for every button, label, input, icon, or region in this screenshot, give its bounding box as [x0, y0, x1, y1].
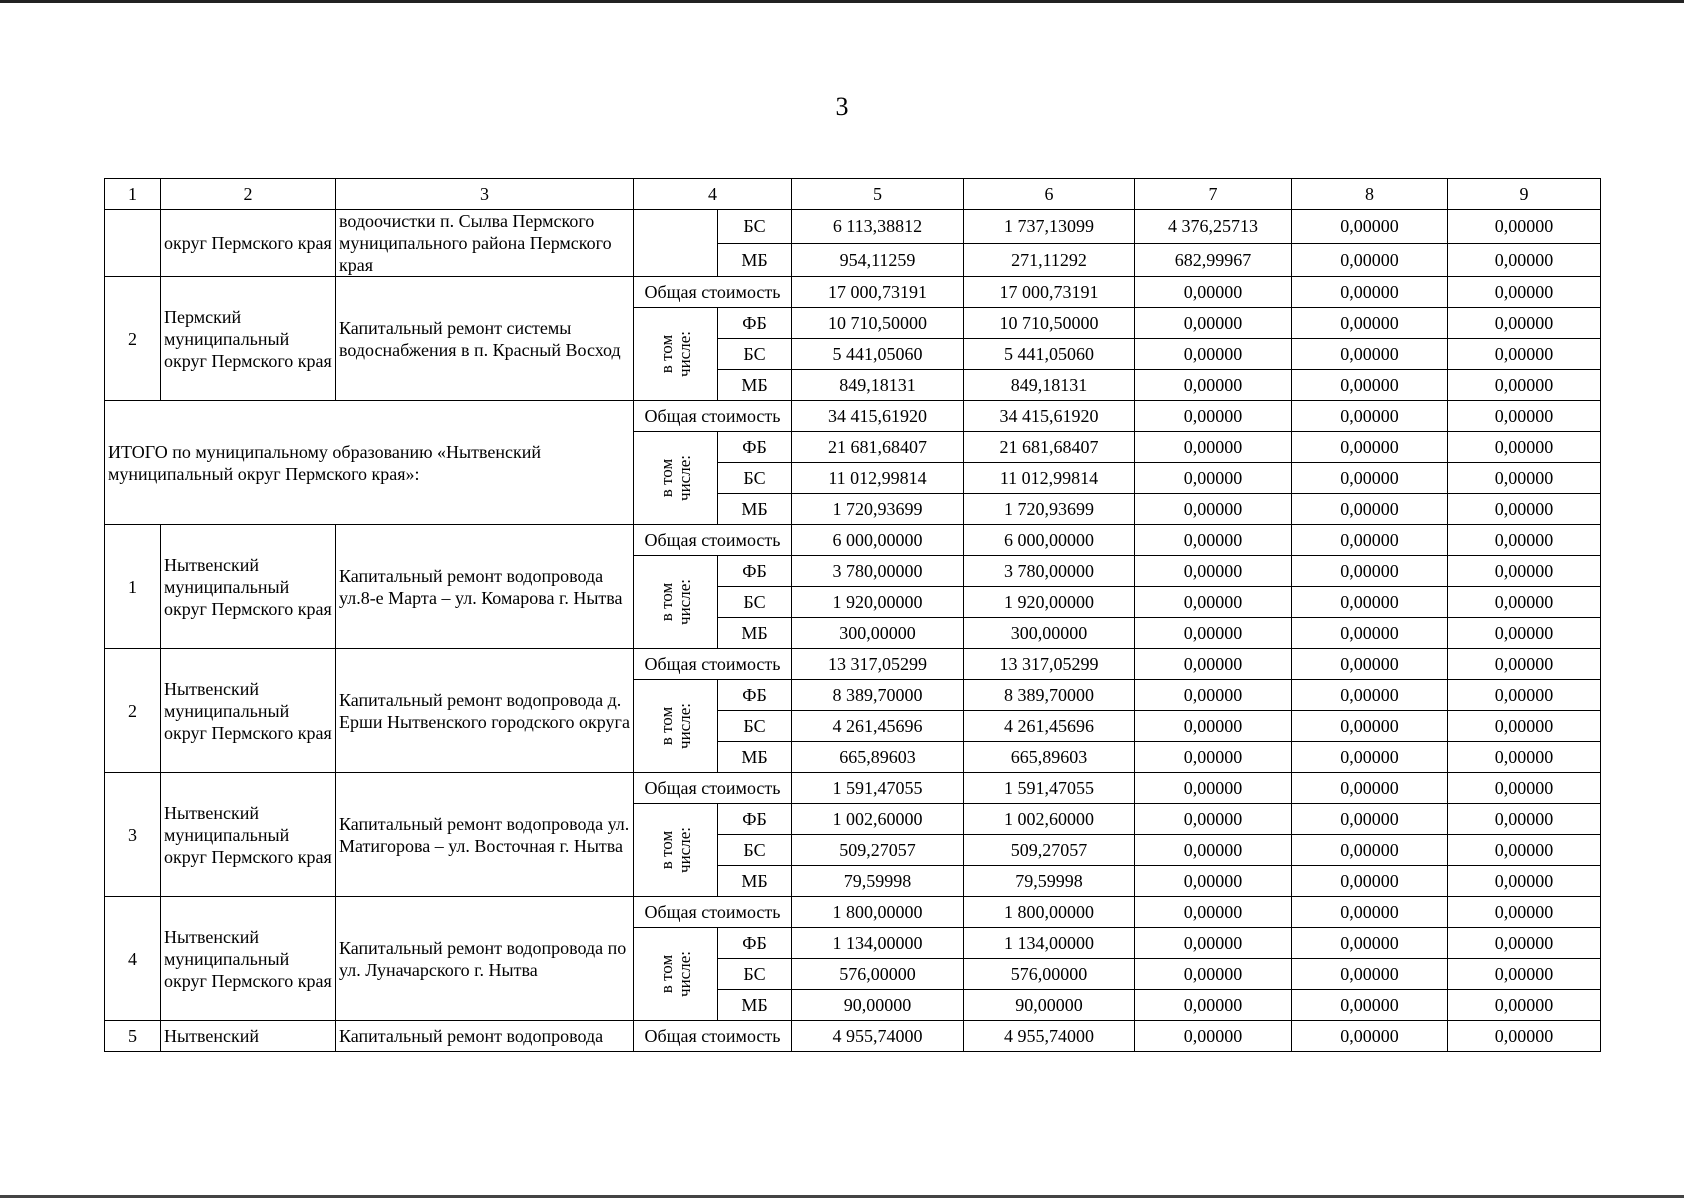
header-col-2: 2	[161, 179, 336, 210]
value-cell: 1 720,93699	[792, 494, 964, 525]
value-cell: 0,00000	[1448, 835, 1601, 866]
municipality-cell: Нытвенский муниципальный округ Пермского края	[161, 773, 336, 897]
funding-table	[104, 178, 1601, 1052]
budget-source-label: БС	[718, 339, 792, 370]
value-cell: 0,00000	[1292, 835, 1448, 866]
including-label-line2: числе:	[674, 702, 694, 749]
total-cost-label: Общая стоимость	[634, 277, 792, 308]
header-col-5: 5	[792, 179, 964, 210]
value-cell: 8 389,70000	[964, 680, 1135, 711]
including-label-cell	[634, 308, 718, 401]
value-cell: 0,00000	[1448, 990, 1601, 1021]
value-cell: 0,00000	[1135, 1021, 1292, 1052]
value-cell: 5 441,05060	[964, 339, 1135, 370]
table-row	[105, 649, 1601, 680]
value-cell: 0,00000	[1448, 525, 1601, 556]
value-cell: 849,18131	[964, 370, 1135, 401]
value-cell: 0,00000	[1135, 804, 1292, 835]
value-cell: 0,00000	[1292, 525, 1448, 556]
budget-source-label: БС	[718, 835, 792, 866]
header-col-8: 8	[1292, 179, 1448, 210]
value-cell: 0,00000	[1135, 587, 1292, 618]
value-cell: 0,00000	[1448, 866, 1601, 897]
budget-source-label: МБ	[718, 618, 792, 649]
total-cost-label: Общая стоимость	[634, 649, 792, 680]
value-cell: 0,00000	[1135, 959, 1292, 990]
value-cell: 0,00000	[1448, 401, 1601, 432]
budget-source-label: БС	[718, 587, 792, 618]
header-col-3: 3	[336, 179, 634, 210]
project-description: Капитальный ремонт системы водоснабжения в п. Красный Восход	[336, 277, 634, 401]
value-cell: 0,00000	[1448, 339, 1601, 370]
value-cell: 0,00000	[1292, 866, 1448, 897]
page-number: 3	[835, 92, 849, 121]
municipality-cell: Нытвенский муниципальный округ Пермского края	[161, 897, 336, 1021]
value-cell: 0,00000	[1135, 556, 1292, 587]
value-cell: 4 261,45696	[792, 711, 964, 742]
table-row	[105, 1021, 1601, 1052]
budget-source-label: ФБ	[718, 556, 792, 587]
value-cell: 1 134,00000	[792, 928, 964, 959]
table-header-row	[105, 179, 1601, 210]
budget-source-label: БС	[718, 711, 792, 742]
value-cell: 0,00000	[1292, 928, 1448, 959]
value-cell: 6 113,38812	[792, 210, 964, 244]
including-label-line1: в том	[656, 458, 676, 497]
value-cell: 0,00000	[1448, 618, 1601, 649]
value-cell: 1 720,93699	[964, 494, 1135, 525]
including-label-line2: числе:	[674, 578, 694, 625]
including-label	[657, 331, 693, 377]
value-cell: 1 591,47055	[964, 773, 1135, 804]
value-cell: 0,00000	[1292, 742, 1448, 773]
value-cell: 90,00000	[964, 990, 1135, 1021]
value-cell: 0,00000	[1135, 711, 1292, 742]
including-label-cell	[634, 804, 718, 897]
municipality-cell: Нытвенский муниципальный округ Пермского края	[161, 525, 336, 649]
budget-source-label: МБ	[718, 243, 792, 277]
value-cell: 1 002,60000	[964, 804, 1135, 835]
including-label-cell	[634, 928, 718, 1021]
value-cell: 0,00000	[1292, 587, 1448, 618]
budget-source-label: МБ	[718, 990, 792, 1021]
table-row	[105, 210, 1601, 244]
value-cell: 0,00000	[1292, 432, 1448, 463]
value-cell: 34 415,61920	[792, 401, 964, 432]
value-cell: 0,00000	[1135, 370, 1292, 401]
row-number: 1	[105, 525, 161, 649]
value-cell: 3 780,00000	[792, 556, 964, 587]
value-cell: 0,00000	[1135, 866, 1292, 897]
value-cell: 1 737,13099	[964, 210, 1135, 244]
value-cell: 0,00000	[1135, 339, 1292, 370]
value-cell: 849,18131	[792, 370, 964, 401]
value-cell: 0,00000	[1448, 742, 1601, 773]
including-label-line1: в том	[656, 582, 676, 621]
value-cell: 0,00000	[1448, 897, 1601, 928]
value-cell: 0,00000	[1292, 897, 1448, 928]
value-cell: 13 317,05299	[964, 649, 1135, 680]
value-cell: 0,00000	[1135, 835, 1292, 866]
project-description: Капитальный ремонт водопровода	[336, 1021, 634, 1052]
header-col-1: 1	[105, 179, 161, 210]
scan-edge-bottom	[0, 1195, 1684, 1198]
value-cell: 576,00000	[792, 959, 964, 990]
value-cell: 0,00000	[1448, 556, 1601, 587]
municipality-cell: Нытвенский	[161, 1021, 336, 1052]
value-cell: 79,59998	[964, 866, 1135, 897]
including-label-cell	[634, 432, 718, 525]
value-cell: 1 134,00000	[964, 928, 1135, 959]
value-cell: 0,00000	[1135, 928, 1292, 959]
value-cell: 0,00000	[1448, 1021, 1601, 1052]
total-cost-label: Общая стоимость	[634, 773, 792, 804]
value-cell: 3 780,00000	[964, 556, 1135, 587]
budget-source-label: МБ	[718, 370, 792, 401]
value-cell: 34 415,61920	[964, 401, 1135, 432]
total-cost-label: Общая стоимость	[634, 1021, 792, 1052]
header-col-9: 9	[1448, 179, 1601, 210]
header-col-7: 7	[1135, 179, 1292, 210]
value-cell: 0,00000	[1292, 308, 1448, 339]
table-row	[105, 401, 1601, 432]
value-cell: 0,00000	[1292, 680, 1448, 711]
value-cell: 954,11259	[792, 243, 964, 277]
row-number: 4	[105, 897, 161, 1021]
value-cell: 4 955,74000	[964, 1021, 1135, 1052]
value-cell: 0,00000	[1448, 370, 1601, 401]
row-number: 2	[105, 649, 161, 773]
including-label-line2: числе:	[674, 826, 694, 873]
budget-source-label: МБ	[718, 494, 792, 525]
row-number: 2	[105, 277, 161, 401]
value-cell: 17 000,73191	[964, 277, 1135, 308]
project-description: Капитальный ремонт водопровода по ул. Луначарского г. Нытва	[336, 897, 634, 1021]
value-cell: 0,00000	[1448, 210, 1601, 244]
row-number	[105, 210, 161, 277]
budget-source-label: ФБ	[718, 804, 792, 835]
including-label-line1: в том	[656, 830, 676, 869]
value-cell: 4 261,45696	[964, 711, 1135, 742]
value-cell: 4 955,74000	[792, 1021, 964, 1052]
value-cell: 576,00000	[964, 959, 1135, 990]
value-cell: 1 800,00000	[964, 897, 1135, 928]
header-col-4: 4	[634, 179, 792, 210]
value-cell: 11 012,99814	[964, 463, 1135, 494]
value-cell: 0,00000	[1292, 1021, 1448, 1052]
table-row	[105, 277, 1601, 308]
including-label-line2: числе:	[674, 330, 694, 377]
total-cost-label: Общая стоимость	[634, 401, 792, 432]
value-cell: 0,00000	[1292, 711, 1448, 742]
value-cell: 665,89603	[964, 742, 1135, 773]
table-row	[105, 897, 1601, 928]
value-cell: 1 920,00000	[792, 587, 964, 618]
budget-source-label: БС	[718, 463, 792, 494]
value-cell: 0,00000	[1135, 990, 1292, 1021]
value-cell: 8 389,70000	[792, 680, 964, 711]
value-cell: 0,00000	[1448, 494, 1601, 525]
total-cost-label: Общая стоимость	[634, 897, 792, 928]
including-label-line1: в том	[656, 334, 676, 373]
value-cell: 0,00000	[1292, 959, 1448, 990]
budget-source-label: ФБ	[718, 308, 792, 339]
total-cost-label: Общая стоимость	[634, 525, 792, 556]
value-cell: 0,00000	[1448, 463, 1601, 494]
itogo-label: ИТОГО по муниципальному образованию «Нытвенский муниципальный округ Пермского края»:	[105, 401, 634, 525]
including-label	[657, 951, 693, 997]
value-cell: 0,00000	[1292, 556, 1448, 587]
value-cell: 0,00000	[1292, 773, 1448, 804]
value-cell: 0,00000	[1448, 711, 1601, 742]
table-body	[105, 179, 1601, 1052]
value-cell: 0,00000	[1135, 742, 1292, 773]
including-label-line1: в том	[656, 954, 676, 993]
including-label-line2: числе:	[674, 454, 694, 501]
budget-source-label: ФБ	[718, 928, 792, 959]
value-cell: 11 012,99814	[792, 463, 964, 494]
value-cell: 1 800,00000	[792, 897, 964, 928]
value-cell: 0,00000	[1448, 308, 1601, 339]
row-number: 3	[105, 773, 161, 897]
value-cell: 21 681,68407	[792, 432, 964, 463]
including-label-cell	[634, 556, 718, 649]
project-description: Капитальный ремонт водопровода ул. Матигорова – ул. Восточная г. Нытва	[336, 773, 634, 897]
value-cell: 0,00000	[1292, 277, 1448, 308]
value-cell: 0,00000	[1292, 243, 1448, 277]
value-cell: 10 710,50000	[964, 308, 1135, 339]
value-cell: 0,00000	[1292, 649, 1448, 680]
value-cell: 0,00000	[1135, 432, 1292, 463]
municipality-cell: Пермский муниципальный округ Пермского края	[161, 277, 336, 401]
value-cell: 6 000,00000	[792, 525, 964, 556]
budget-source-label: БС	[718, 210, 792, 244]
value-cell: 0,00000	[1292, 401, 1448, 432]
value-cell: 17 000,73191	[792, 277, 964, 308]
value-cell: 0,00000	[1135, 494, 1292, 525]
including-label	[657, 703, 693, 749]
value-cell: 0,00000	[1448, 804, 1601, 835]
value-cell: 0,00000	[1292, 339, 1448, 370]
value-cell: 1 920,00000	[964, 587, 1135, 618]
value-cell: 4 376,25713	[1135, 210, 1292, 244]
value-cell: 0,00000	[1292, 494, 1448, 525]
value-cell: 271,11292	[964, 243, 1135, 277]
value-cell: 90,00000	[792, 990, 964, 1021]
project-description: Капитальный ремонт водопровода д. Ерши Нытвенского городского округа	[336, 649, 634, 773]
including-label	[657, 579, 693, 625]
value-cell: 0,00000	[1135, 525, 1292, 556]
value-cell: 0,00000	[1135, 773, 1292, 804]
budget-source-label: ФБ	[718, 432, 792, 463]
including-label-cell	[634, 680, 718, 773]
value-cell: 0,00000	[1292, 370, 1448, 401]
value-cell: 0,00000	[1135, 401, 1292, 432]
value-cell: 509,27057	[964, 835, 1135, 866]
blank-cell	[634, 210, 718, 277]
value-cell: 10 710,50000	[792, 308, 964, 339]
budget-source-label: МБ	[718, 866, 792, 897]
value-cell: 1 591,47055	[792, 773, 964, 804]
value-cell: 13 317,05299	[792, 649, 964, 680]
value-cell: 1 002,60000	[792, 804, 964, 835]
value-cell: 0,00000	[1448, 928, 1601, 959]
municipality-cell: округ Пермского края	[161, 210, 336, 277]
value-cell: 0,00000	[1448, 432, 1601, 463]
budget-source-label: МБ	[718, 742, 792, 773]
value-cell: 0,00000	[1135, 618, 1292, 649]
value-cell: 21 681,68407	[964, 432, 1135, 463]
scan-edge-top	[0, 0, 1684, 3]
value-cell: 0,00000	[1135, 308, 1292, 339]
value-cell: 665,89603	[792, 742, 964, 773]
value-cell: 0,00000	[1135, 277, 1292, 308]
value-cell: 0,00000	[1135, 649, 1292, 680]
value-cell: 0,00000	[1292, 990, 1448, 1021]
project-description: Капитальный ремонт водопровода ул.8-е Марта – ул. Комарова г. Нытва	[336, 525, 634, 649]
value-cell: 0,00000	[1292, 210, 1448, 244]
value-cell: 300,00000	[792, 618, 964, 649]
including-label	[657, 827, 693, 873]
value-cell: 79,59998	[792, 866, 964, 897]
value-cell: 0,00000	[1448, 959, 1601, 990]
value-cell: 6 000,00000	[964, 525, 1135, 556]
value-cell: 0,00000	[1292, 463, 1448, 494]
table-row	[105, 525, 1601, 556]
including-label	[657, 455, 693, 501]
value-cell: 300,00000	[964, 618, 1135, 649]
value-cell: 0,00000	[1135, 897, 1292, 928]
value-cell: 0,00000	[1448, 277, 1601, 308]
value-cell: 509,27057	[792, 835, 964, 866]
project-description: водоочистки п. Сылва Пермского муниципального района Пермского края	[336, 210, 634, 277]
value-cell: 0,00000	[1448, 649, 1601, 680]
value-cell: 682,99967	[1135, 243, 1292, 277]
value-cell: 0,00000	[1292, 804, 1448, 835]
table-row	[105, 773, 1601, 804]
value-cell: 0,00000	[1448, 587, 1601, 618]
value-cell: 5 441,05060	[792, 339, 964, 370]
header-col-6: 6	[964, 179, 1135, 210]
including-label-line1: в том	[656, 706, 676, 745]
value-cell: 0,00000	[1135, 463, 1292, 494]
municipality-cell: Нытвенский муниципальный округ Пермского края	[161, 649, 336, 773]
value-cell: 0,00000	[1448, 243, 1601, 277]
budget-source-label: ФБ	[718, 680, 792, 711]
value-cell: 0,00000	[1448, 680, 1601, 711]
value-cell: 0,00000	[1135, 680, 1292, 711]
row-number: 5	[105, 1021, 161, 1052]
budget-source-label: БС	[718, 959, 792, 990]
value-cell: 0,00000	[1448, 773, 1601, 804]
including-label-line2: числе:	[674, 950, 694, 997]
value-cell: 0,00000	[1292, 618, 1448, 649]
